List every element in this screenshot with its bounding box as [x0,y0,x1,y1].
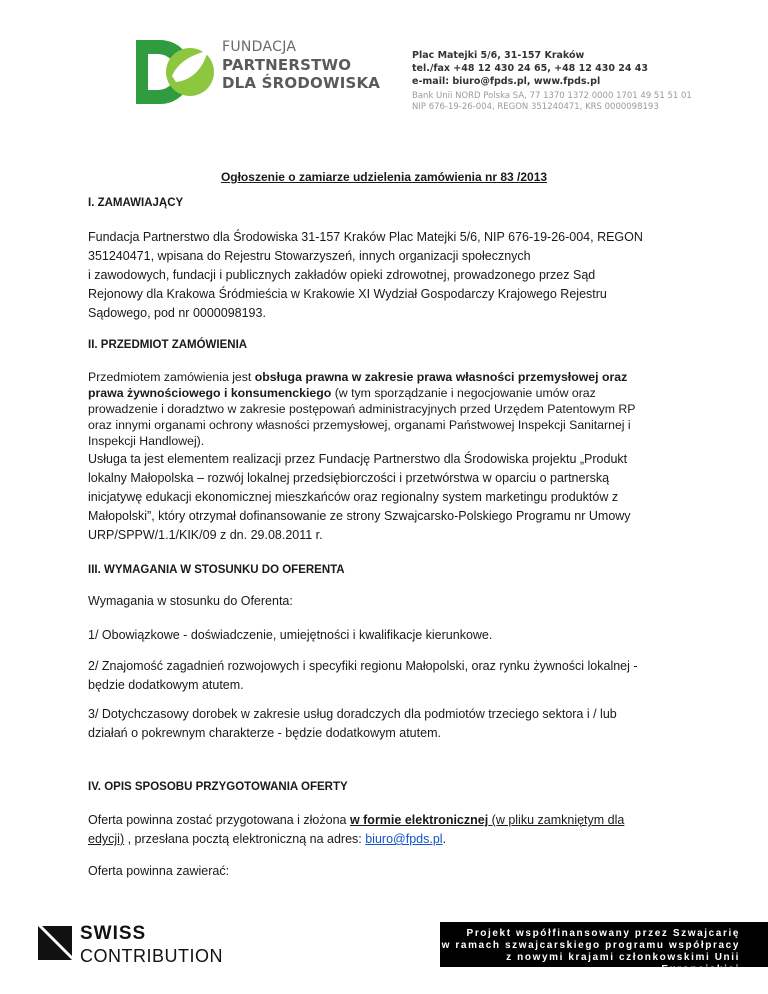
address: Plac Matejki 5/6, 31-157 Kraków [412,50,585,61]
offer-instructions [88,811,688,849]
text-line: Fundacja Partnerstwo dla Środowiska 31-157 Kraków Plac Matejki 5/6, NIP 676-19-26-004, REGON [88,230,643,244]
section-2-paragraph-1 [88,369,688,449]
text-run: , przesłana pocztą elektroniczną na adres: [124,832,366,846]
contribution-label: CONTRIBUTION [80,946,223,966]
text-line: Inspekcji Handlowej). [88,434,205,448]
text-line: Rejonowy dla Krakowa Śródmieścia w Krakowie XI Wydział Gospodarczy Krajowego Rejestru [88,287,607,301]
section-2-paragraph-2 [88,450,688,545]
registry-ids: NIP 676-19-26-004, REGON 351240471, KRS 0000098193 [412,102,659,112]
section-1-heading: I. ZAMAWIAJĄCY [88,197,184,209]
text-line: 3/ Dotychczasowy dorobek w zakresie usług doradczych dla podmiotów trzeciego sektora i / lub [88,707,617,721]
text-line: będzie dodatkowym atutem. [88,678,244,692]
banner-line: z nowymi krajami członkowskimi Unii Europejskiej [506,952,740,975]
bold-text: prawa żywnościowego i konsumenckiego [88,386,332,400]
org-name-line3: DLA ŚRODOWISKA [222,74,381,92]
text-line: Usługa ta jest elementem realizacji przez Fundację Partnerstwo dla Środowiska projektu „Produkt [88,452,628,466]
org-name-line2: PARTNERSTWO [222,56,352,74]
phone: tel./fax +48 12 430 24 65, +48 12 430 24 43 [412,63,649,74]
text-run: . [442,832,447,846]
text-line: 2/ Znajomość zagadnień rozwojowych i specyfiki regionu Małopolski, oraz rynku żywności lokalnej - [88,659,638,673]
text-run: (w tym sporządzanie i negocjowanie umów oraz [331,386,596,400]
text-line: oraz innymi organami ochrony własności przemysłowej, organami Państwowej Inspekcji Sanitarnej i [88,418,631,432]
requirement-1: 1/ Obowiązkowe - doświadczenie, umiejętności i kwalifikacje kierunkowe. [88,628,493,642]
section-2-heading: II. PRZEDMIOT ZAMÓWIENIA [88,339,248,351]
requirement-3 [88,705,688,743]
text-run: Przedmiotem zamówienia jest [88,370,255,384]
text-run: Oferta powinna zostać przygotowana i złożona [88,813,350,827]
banner-line: w ramach szwajcarskiego programu współpracy [441,940,740,951]
email-web: e-mail: biuro@fpds.pl, www.fpds.pl [412,76,601,87]
banner-line: Projekt współfinansowany przez Szwajcarię [466,928,740,939]
section-3-heading: III. WYMAGANIA W STOSUNKU DO OFERENTA [88,564,345,576]
text-run: edycji) [88,832,125,846]
requirement-2 [88,657,688,695]
bank-details [412,91,692,113]
text-line: działań o pokrewnym charakterze - będzie dodatkowym atutem. [88,726,441,740]
organization-name [222,38,380,92]
text-line: lokalny Małopolska – rozwój lokalnej przedsiębiorczości i przetwórstwa w oparciu o partnerską [88,471,610,485]
bank-account: Bank Unii NORD Polska SA, 77 1370 1372 0000 1701 49 51 51 01 [412,91,692,101]
swiss-contribution-wordmark [80,923,223,967]
text-line: i zawodowych, fundacji i publicznych zakładów opieki zdrowotnej, prowadzonego przez Sąd [88,268,596,282]
text-line: Sądowego, pod nr 0000098193. [88,306,266,320]
bold-text: obsługa prawna w zakresie prawa własności przemysłowej oraz [254,370,628,384]
text-line: 351240471, wpisana do Rejestru Stowarzyszeń, innych organizacji społecznych [88,249,531,263]
swiss-contribution-logo-icon [38,926,72,960]
org-name-line1: FUNDACJA [222,39,297,55]
text-line: Małopolski”, który otrzymał dofinansowanie ze strony Szwajcarsko-Polskiego Programu nr Umowy [88,509,631,523]
requirements-intro: Wymagania w stosunku do Oferenta: [88,594,293,608]
section-4-heading: IV. OPIS SPOSOBU PRZYGOTOWANIA OFERTY [88,781,348,793]
section-1-text [88,228,688,323]
bold-underlined-text: w formie elektronicznej [349,813,489,827]
email-link[interactable]: biuro@fpds.pl [365,832,443,846]
document-title: Ogłoszenie o zamiarze udzielenia zamówienia nr 83 /2013 [220,170,548,184]
text-run: (w pliku zamkniętym dla [488,813,625,827]
text-line: prowadzenie i doradztwo w zakresie postępowań administracyjnych przed Urzędem Patentowym RP [88,402,636,416]
swiss-label: SWISS [80,923,147,944]
fundacja-logo-icon [132,36,216,108]
text-line: inicjatywę edukacji ekonomicznej mieszkańców oraz regionalny system marketingu produktów z [88,490,619,504]
offer-contents-label: Oferta powinna zawierać: [88,864,230,878]
text-line: URP/SPPW/1.1/KIK/09 z dn. 29.08.2011 r. [88,528,323,542]
contact-block [412,49,648,88]
cofinancing-banner [440,922,768,975]
